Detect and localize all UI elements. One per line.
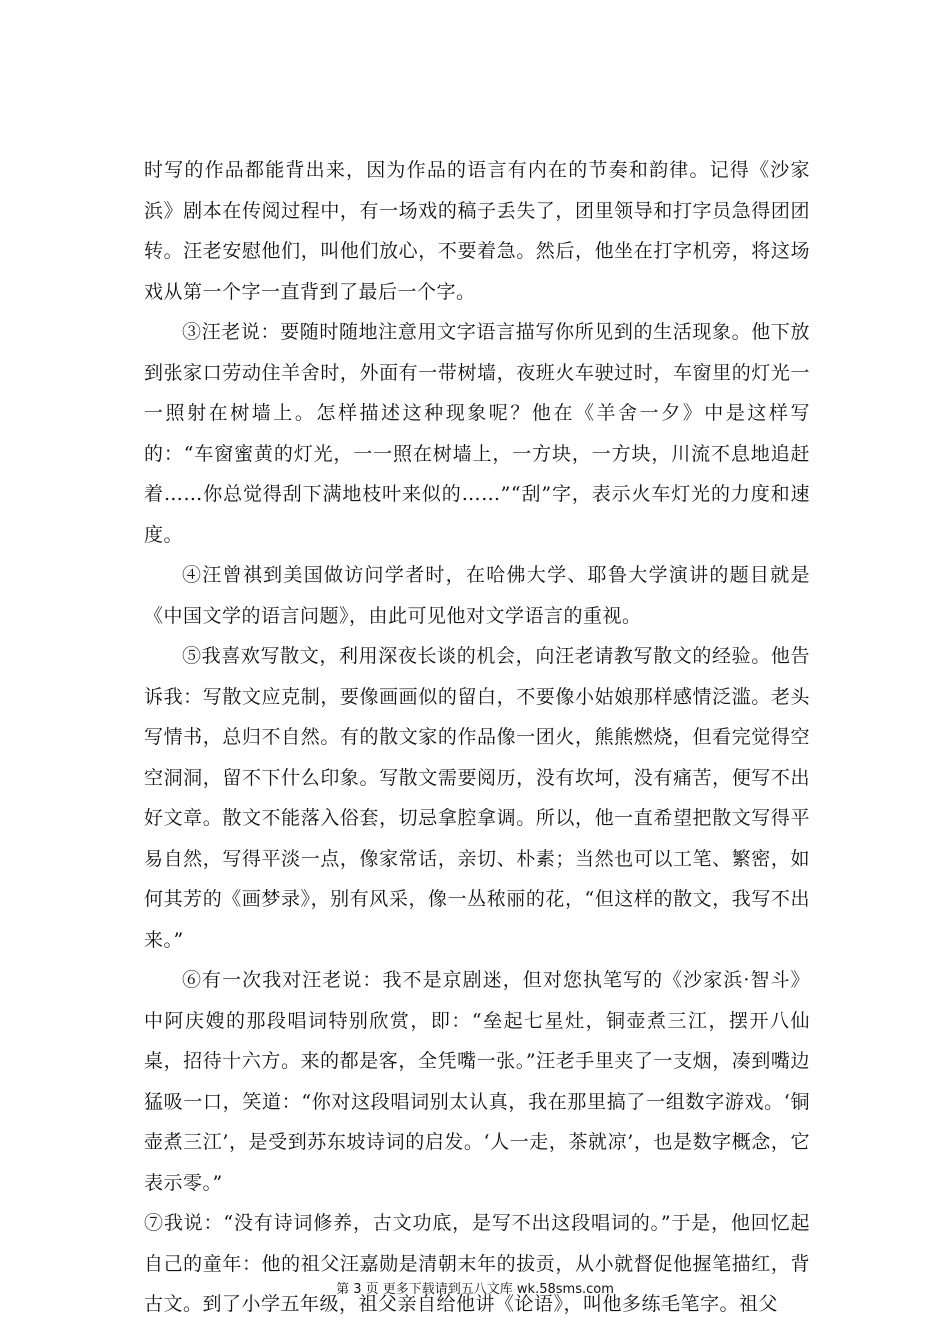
- paragraph-7: ⑦我说：“没有诗词修养，古文功底，是写不出这段唱词的。”于是，他回忆起自己的童年：他的祖父汪嘉勋是清朝末年的拔贡，从小就督促他握笔描红，背古文。到了小学五年级，祖父亲自给他讲《论语》，叫他多练毛笔字。祖父: [144, 1212, 810, 1315]
- paragraph-3: ③汪老说：要随时随地注意用文字语言描写你所见到的生活现象。他下放到张家口劳动住羊舍时，外面有一带树墙，夜班火车驶过时，车窗里的灯光一一照射在树墙上。怎样描述这种现象呢？他在《羊舍一夕》中是这样写的：“车窗蜜黄的灯光，一一照在树墙上，一方块，一方块，川流不息地追赶着……你总觉得刮下满地枝叶来似的……”“刮”字，表示火车灯光的力度和速度。: [144, 321, 810, 546]
- paragraph-continuation: 时写的作品都能背出来，因为作品的语言有内在的节奏和韵律。记得《沙家浜》剧本在传阅过程中，有一场戏的稿子丢失了，团里领导和打字员急得团团转。汪老安慰他们，叫他们放心，不要着急。然后，他坐在打字机旁，将这场戏从第一个字一直背到了最后一个字。: [144, 159, 810, 303]
- paragraph-4: ④汪曾祺到美国做访问学者时，在哈佛大学、耶鲁大学演讲的题目就是《中国文学的语言问题》，由此可见他对文学语言的重视。: [144, 564, 810, 627]
- paragraph-5: ⑤我喜欢写散文，利用深夜长谈的机会，向汪老请教写散文的经验。他告诉我：写散文应克制，要像画画似的留白，不要像小姑娘那样感情泛滥。老头写情书，总归不自然。有的散文家的作品像一团火，熊熊燃烧，但看完觉得空空洞洞，留不下什么印象。写散文需要阅历，没有坎坷，没有痛苦，便写不出好文章。散文不能落入俗套，切忌拿腔拿调。所以，他一直希望把散文写得平易自然，写得平淡一点，像家常话，亲切、朴素；当然也可以工笔、繁密，如何其芳的《画梦录》，别有风采，像一丛秾丽的花，“但这样的散文，我写不出来。”: [144, 645, 810, 951]
- paragraph-6: ⑥有一次我对汪老说：我不是京剧迷，但对您执笔写的《沙家浜·智斗》中阿庆嫂的那段唱词特别欣赏，即：“垒起七星灶，铜壶煮三江，摆开八仙桌，招待十六方。来的都是客，全凭嘴一张。”汪老手里夹了一支烟，凑到嘴边猛吸一口，笑道：“你对这段唱词别太认真，我在那里搞了一组数字游戏。‘铜壶煮三江’，是受到苏东坡诗词的启发。‘人一走，茶就凉’，也是数字概念，它表示零。”: [144, 969, 810, 1194]
- article-body: [144, 150, 810, 1325]
- page-footer: 第 3 页 更多下载请到五八文库 wk.58sms.com: [336, 1282, 614, 1297]
